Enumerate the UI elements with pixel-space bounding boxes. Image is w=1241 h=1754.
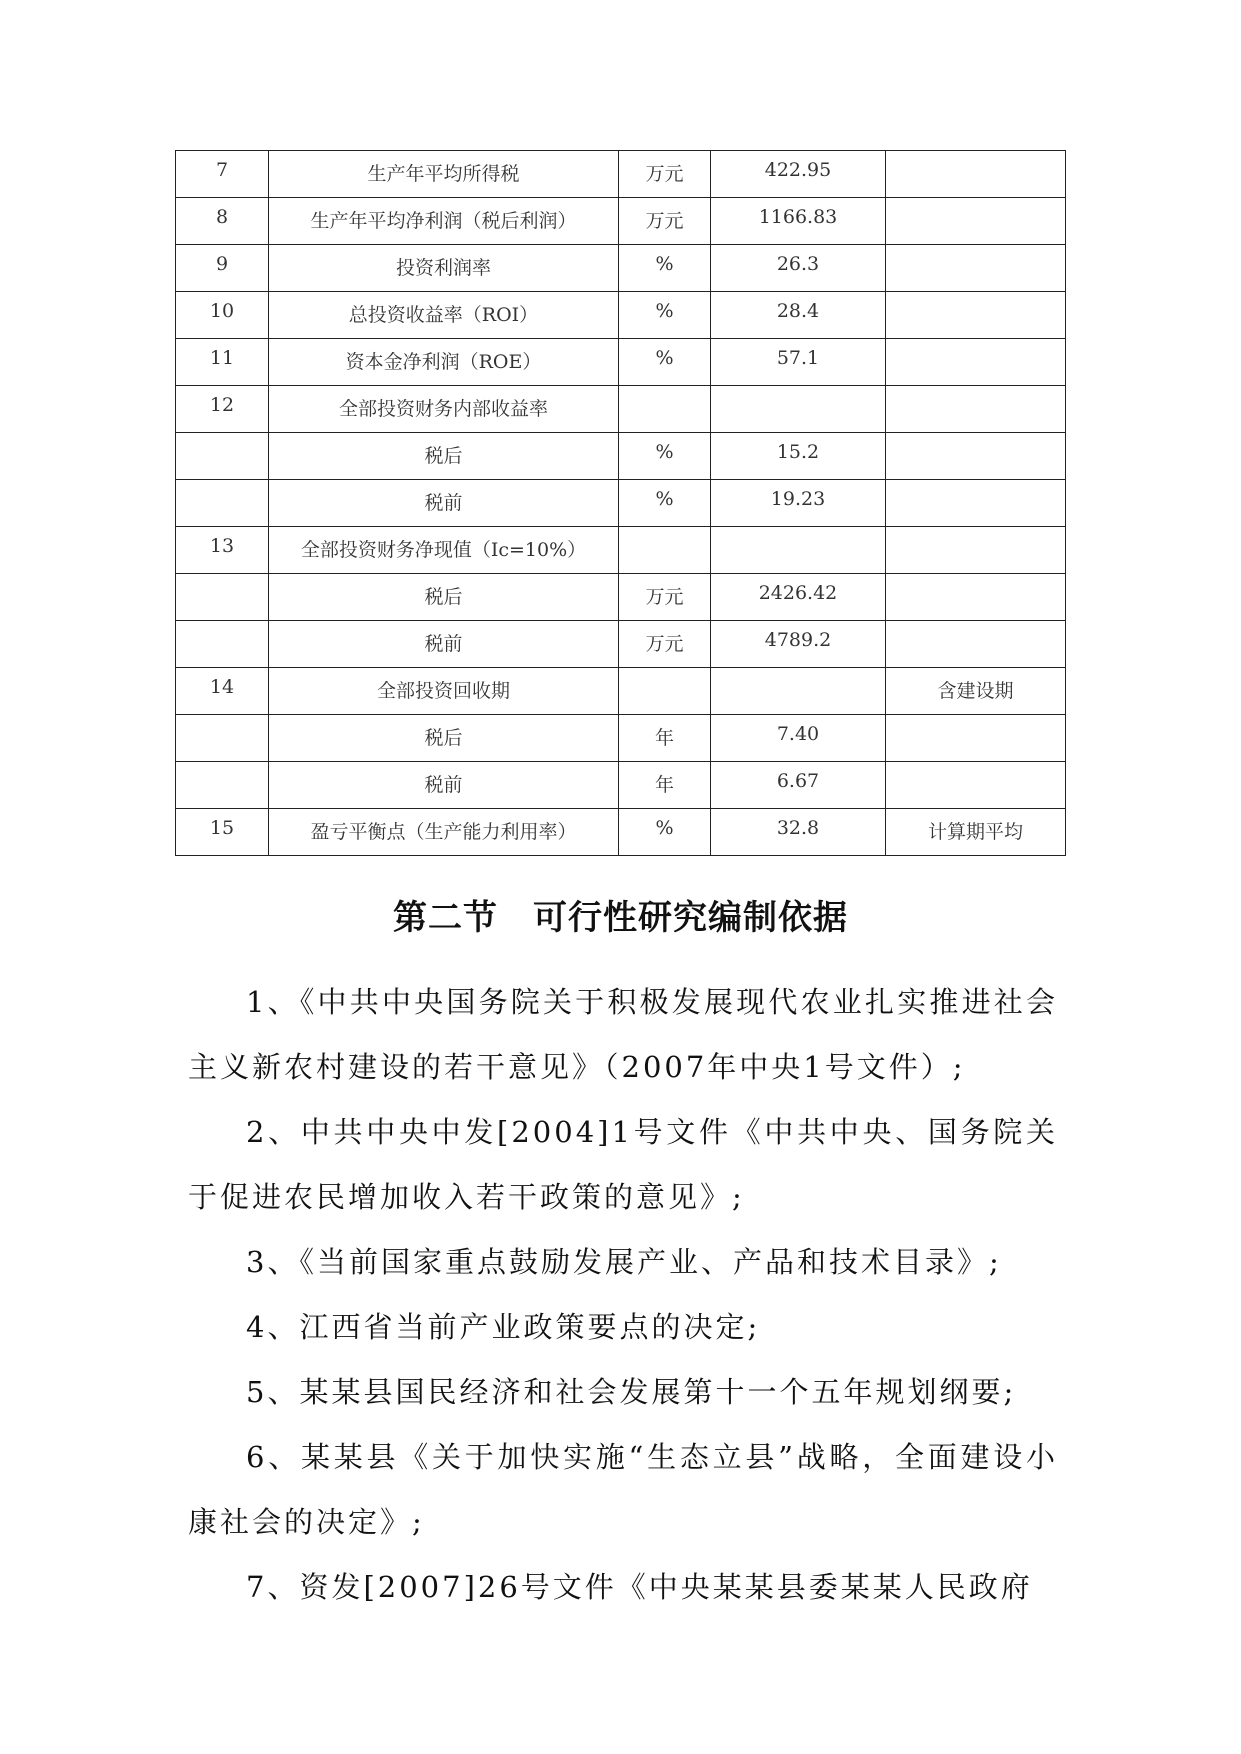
value xyxy=(711,668,886,715)
basis-item: 3、《当前国家重点鼓励发展产业、产品和技术目录》; xyxy=(246,1245,1002,1279)
note xyxy=(886,339,1066,386)
value xyxy=(711,527,886,574)
value: 32.8 xyxy=(711,809,886,856)
note xyxy=(886,762,1066,809)
table-body xyxy=(176,151,1066,856)
unit: 万元 xyxy=(619,574,711,621)
value: 2426.42 xyxy=(711,574,886,621)
note xyxy=(886,480,1066,527)
value: 422.95 xyxy=(711,151,886,198)
indicator-name: 税后 xyxy=(269,574,619,621)
basis-item: 7、资发[2007]26号文件《中央某某县委某某人民政府 xyxy=(246,1570,1033,1604)
indicator-name: 税前 xyxy=(269,480,619,527)
unit: 万元 xyxy=(619,198,711,245)
row-number: 9 xyxy=(176,245,269,292)
table-row xyxy=(176,715,1066,762)
value: 15.2 xyxy=(711,433,886,480)
unit xyxy=(619,527,711,574)
value: 7.40 xyxy=(711,715,886,762)
indicator-name: 全部投资回收期 xyxy=(269,668,619,715)
row-number: 15 xyxy=(176,809,269,856)
value: 28.4 xyxy=(711,292,886,339)
row-number: 13 xyxy=(176,527,269,574)
row-number: 10 xyxy=(176,292,269,339)
unit: % xyxy=(619,292,711,339)
table-row xyxy=(176,527,1066,574)
indicator-name: 税前 xyxy=(269,621,619,668)
note xyxy=(886,715,1066,762)
basis-item: 2、中共中央中发[2004]1号文件《中共中央、国务院关于促进农民增加收入若干政策的意见》; xyxy=(188,1115,1058,1214)
note xyxy=(886,151,1066,198)
unit: 万元 xyxy=(619,621,711,668)
basis-item: 1、《中共中央国务院关于积极发展现代农业扎实推进社会主义新农村建设的若干意见》（2007年中央1号文件）; xyxy=(188,985,1058,1084)
table-row xyxy=(176,480,1066,527)
unit: 年 xyxy=(619,762,711,809)
note xyxy=(886,245,1066,292)
financial-indicators-table xyxy=(175,150,1066,856)
row-number: 14 xyxy=(176,668,269,715)
basis-item: 5、某某县国民经济和社会发展第十一个五年规划纲要; xyxy=(246,1375,1017,1409)
unit: % xyxy=(619,433,711,480)
table-row xyxy=(176,621,1066,668)
note xyxy=(886,292,1066,339)
value: 19.23 xyxy=(711,480,886,527)
table-row xyxy=(176,245,1066,292)
section-title: 第二节 可行性研究编制依据 xyxy=(393,898,848,938)
value xyxy=(711,386,886,433)
unit: 年 xyxy=(619,715,711,762)
value: 57.1 xyxy=(711,339,886,386)
indicator-name: 总投资收益率（ROI） xyxy=(269,292,619,339)
indicator-name: 生产年平均净利润（税后利润） xyxy=(269,198,619,245)
value: 26.3 xyxy=(711,245,886,292)
unit: % xyxy=(619,339,711,386)
note xyxy=(886,527,1066,574)
unit: % xyxy=(619,480,711,527)
table-row xyxy=(176,386,1066,433)
row-number xyxy=(176,574,269,621)
indicator-name: 投资利润率 xyxy=(269,245,619,292)
indicator-name: 税前 xyxy=(269,762,619,809)
indicator-name: 全部投资财务内部收益率 xyxy=(269,386,619,433)
note xyxy=(886,574,1066,621)
unit: % xyxy=(619,245,711,292)
unit: % xyxy=(619,809,711,856)
note: 含建设期 xyxy=(886,668,1066,715)
unit xyxy=(619,386,711,433)
indicator-name: 资本金净利润（ROE） xyxy=(269,339,619,386)
table-row xyxy=(176,668,1066,715)
table-row xyxy=(176,809,1066,856)
note xyxy=(886,198,1066,245)
table-row xyxy=(176,433,1066,480)
table-row xyxy=(176,151,1066,198)
indicator-name: 盈亏平衡点（生产能力利用率） xyxy=(269,809,619,856)
unit xyxy=(619,668,711,715)
table-row xyxy=(176,574,1066,621)
indicator-name: 生产年平均所得税 xyxy=(269,151,619,198)
value: 4789.2 xyxy=(711,621,886,668)
table-row xyxy=(176,292,1066,339)
table-row xyxy=(176,198,1066,245)
note: 计算期平均 xyxy=(886,809,1066,856)
row-number: 8 xyxy=(176,198,269,245)
row-number: 7 xyxy=(176,151,269,198)
value: 1166.83 xyxy=(711,198,886,245)
note xyxy=(886,621,1066,668)
indicator-name: 税后 xyxy=(269,715,619,762)
row-number: 11 xyxy=(176,339,269,386)
unit: 万元 xyxy=(619,151,711,198)
row-number: 12 xyxy=(176,386,269,433)
table-row xyxy=(176,762,1066,809)
basis-item: 4、江西省当前产业政策要点的决定; xyxy=(246,1310,761,1344)
row-number xyxy=(176,762,269,809)
note xyxy=(886,386,1066,433)
value: 6.67 xyxy=(711,762,886,809)
basis-item: 6、某某县《关于加快实施“生态立县”战略，全面建设小康社会的决定》; xyxy=(188,1440,1058,1539)
row-number xyxy=(176,480,269,527)
row-number xyxy=(176,621,269,668)
indicator-name: 税后 xyxy=(269,433,619,480)
row-number xyxy=(176,433,269,480)
note xyxy=(886,433,1066,480)
basis-list xyxy=(188,970,1058,1620)
row-number xyxy=(176,715,269,762)
table-row xyxy=(176,339,1066,386)
indicator-name: 全部投资财务净现值（Ic=10%） xyxy=(269,527,619,574)
